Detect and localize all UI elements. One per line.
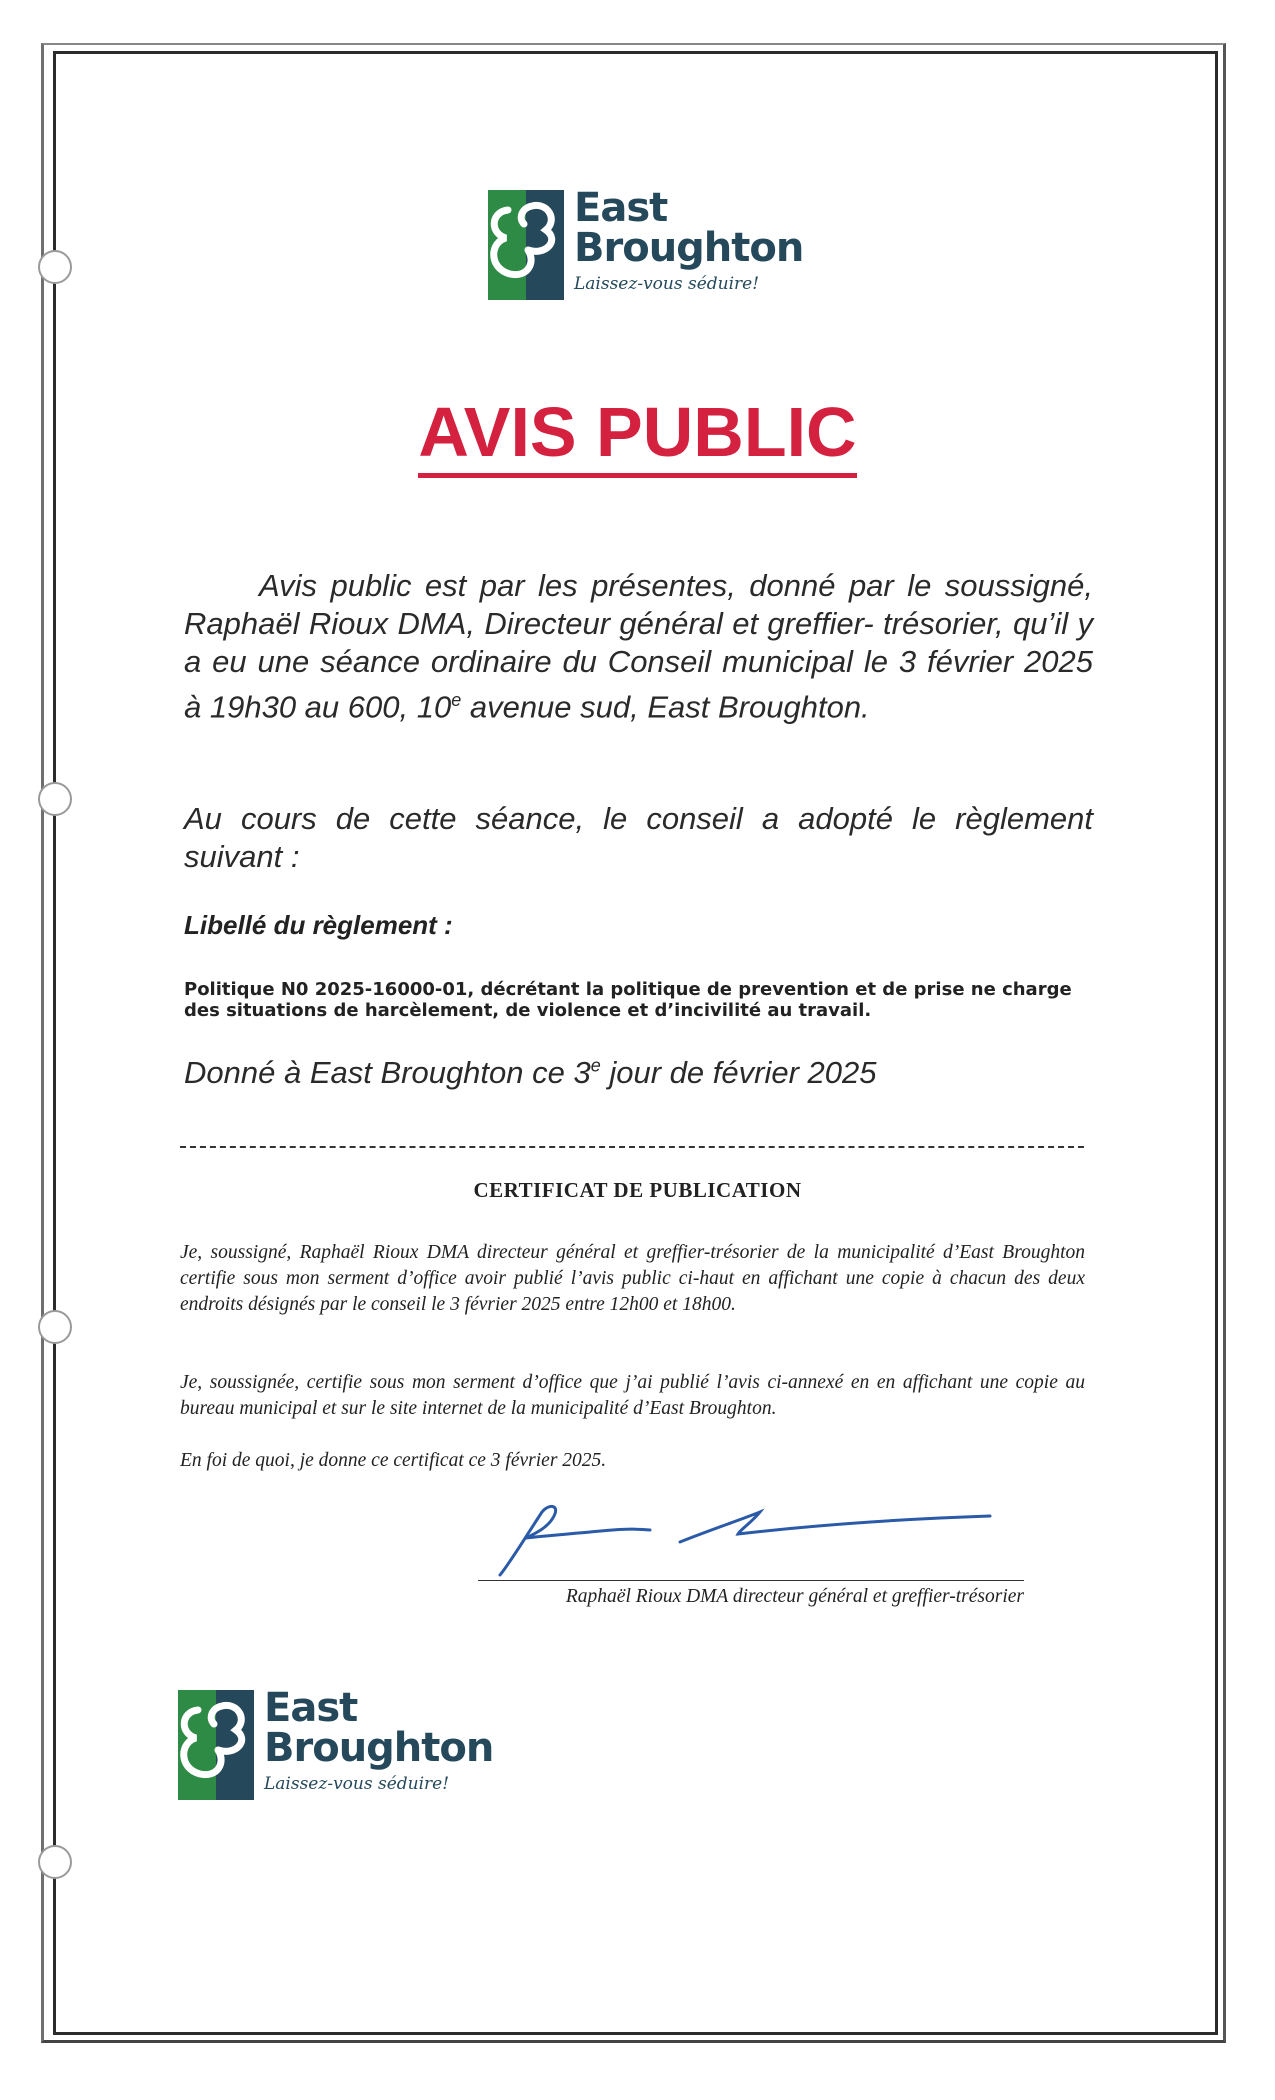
- logo-top-tagline: Laissez-vous séduire!: [574, 274, 760, 294]
- reglement-label: Libellé du règlement :: [184, 910, 453, 940]
- notice-paragraph-2: Au cours de cette séance, le conseil a adopté le règlement suivant :: [184, 801, 1093, 874]
- logo-mark-icon: [488, 190, 564, 305]
- binder-hole: [38, 1310, 72, 1344]
- certificate-paragraph-3: En foi de quoi, je donne ce certificat ce 3 février 2025.: [180, 1450, 607, 1471]
- logo-top: [488, 185, 804, 305]
- logo-bottom-line2: Broughton: [264, 1725, 494, 1771]
- given-date-line: Donné à East Broughton ce 3e jour de février 2025: [184, 1055, 877, 1090]
- logo-bottom-tagline: Laissez-vous séduire!: [264, 1774, 450, 1794]
- separator-dashed-line: [180, 1146, 1084, 1148]
- reglement-text: Politique N0 2025-16000-01, décrétant la politique de prevention et de prise ne charge des situations de harcèlement, de violence et d’incivilité au travail.: [184, 979, 1072, 1021]
- notice-paragraph-1: Avis public est par les présentes, donné par le soussigné, Raphaël Rioux DMA, Directeur général et greffier- trésorier, qu’il y a eu une séance ordinaire du Conseil municipal le 3 février 2025 à 19h30 au 600, 10e avenue sud, East Broughton.: [184, 568, 1093, 725]
- signature-line: [478, 1580, 1024, 1581]
- logo-mark-icon: [178, 1690, 254, 1805]
- page-title: AVIS PUBLIC: [0, 392, 1275, 472]
- binder-hole: [38, 1845, 72, 1879]
- logo-bottom: [178, 1685, 494, 1805]
- certificate-paragraph-1: Je, soussigné, Raphaël Rioux DMA directeur général et greffier-trésorier de la municipalité d’East Broughton certifie sous mon serment d’office avoir publié l’avis public ci-haut en affichant une copie à chacun des deux endroits désignés par le conseil le 3 février 2025 entre 12h00 et 18h00.: [180, 1242, 1085, 1315]
- logo-top-line2: Broughton: [574, 225, 804, 271]
- logo-top-line1: East: [574, 185, 668, 231]
- binder-hole: [38, 250, 72, 284]
- signatory-caption: Raphaël Rioux DMA directeur général et greffier-trésorier: [565, 1586, 1024, 1607]
- logo-bottom-line1: East: [264, 1685, 358, 1731]
- certificate-paragraph-2: Je, soussignée, certifie sous mon serment d’office que j’ai publié l’avis ci-annexé en en affichant une copie au bureau municipal et sur le site internet de la municipalité d’East Broughton.: [180, 1372, 1085, 1419]
- binder-hole: [38, 782, 72, 816]
- certificate-title: CERTIFICAT DE PUBLICATION: [473, 1178, 802, 1202]
- signature: [490, 1500, 1010, 1580]
